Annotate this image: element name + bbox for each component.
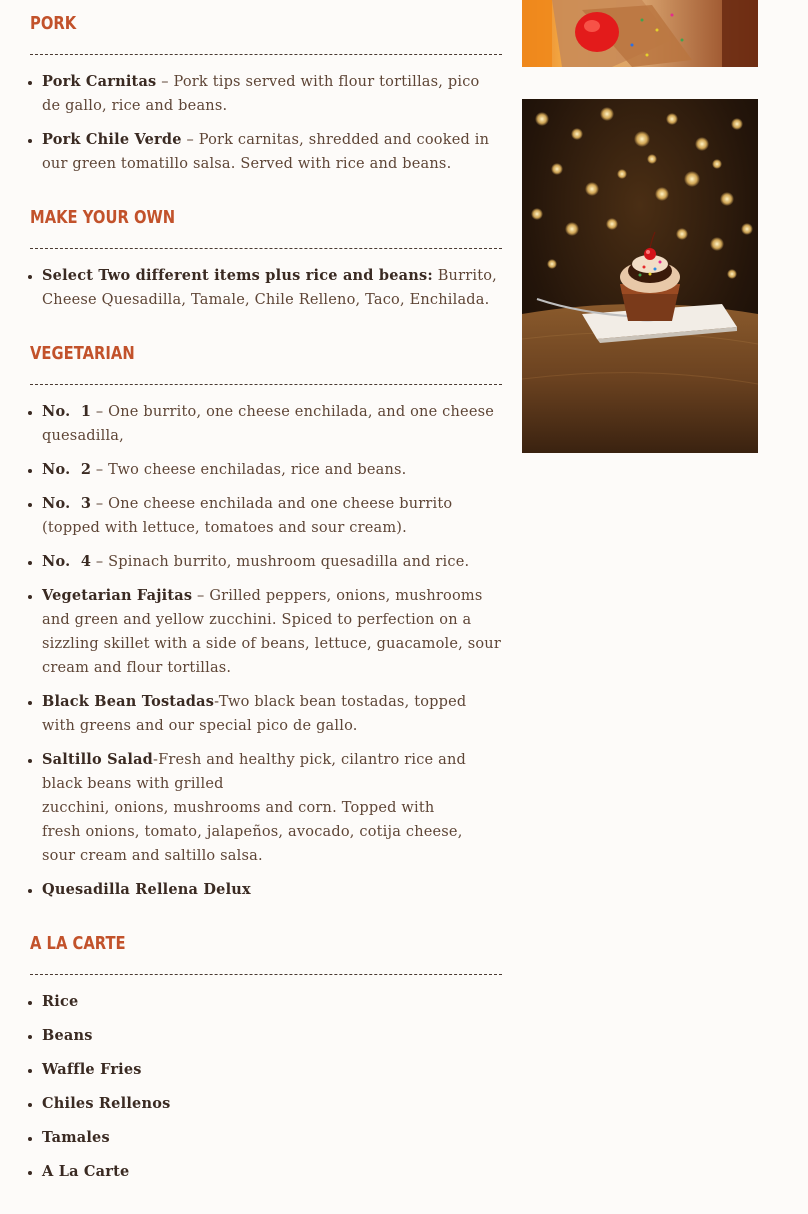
item-description: -Fresh and healthy pick, cilantro rice and black beans with grilled — [42, 752, 467, 792]
item-name: Saltillo Salad — [42, 751, 154, 768]
item-name: Chiles Rellenos — [42, 1095, 171, 1112]
section-divider — [30, 974, 502, 975]
list-item — [42, 458, 502, 482]
item-description: – Pork carnitas, shredded and cooked in our green tomatillo salsa. Served with rice and beans. — [42, 132, 490, 172]
item-name: No. 1 — [42, 403, 92, 420]
item-name: Beans — [42, 1027, 93, 1044]
list-item — [42, 128, 502, 176]
vegetarian-list — [30, 400, 502, 902]
section-make-your-own — [30, 207, 502, 322]
make-your-own-list — [30, 264, 502, 312]
dessert-photo-top-image — [522, 0, 758, 67]
item-description-continued: zucchini, onions, mushrooms and corn. Topped with fresh onions, tomato, jalapeños, avocado, cotija cheese, sour cream and saltillo salsa. — [42, 800, 463, 864]
list-item — [42, 492, 502, 540]
list-item — [42, 1092, 502, 1116]
item-name: Rice — [42, 993, 79, 1010]
section-heading-make-your-own: MAKE YOUR OWN — [30, 207, 176, 228]
item-name: Quesadilla Rellena Delux — [42, 881, 251, 898]
section-heading-vegetarian: VEGETARIAN — [30, 343, 135, 364]
item-description: – Grilled peppers, onions, mushrooms and green and yellow zucchini. Spiced to perfection on a sizzling skillet with a side of beans, lettuce, guacamole, sour cream and flour tortillas. — [42, 588, 501, 676]
section-heading-pork: PORK — [30, 13, 77, 34]
item-name: Pork Carnitas — [42, 73, 157, 90]
item-name: Black Bean Tostadas — [42, 693, 215, 710]
item-name: A La Carte — [42, 1163, 130, 1180]
list-item — [42, 1126, 502, 1150]
section-a-la-carte — [30, 933, 502, 1194]
item-name: Tamales — [42, 1129, 110, 1146]
list-item — [42, 1160, 502, 1184]
item-description: – Spinach burrito, mushroom quesadilla and rice. — [91, 554, 470, 570]
list-item — [42, 878, 502, 902]
item-name: Pork Chile Verde — [42, 131, 182, 148]
item-name: No. 3 — [42, 495, 92, 512]
item-name: Waffle Fries — [42, 1061, 142, 1078]
sundae-photo — [522, 99, 758, 453]
sundae-photo-image — [522, 99, 758, 453]
item-description: -Two black bean tostadas, topped with greens and our special pico de gallo. — [42, 694, 467, 734]
list-item — [42, 400, 502, 448]
list-item — [42, 690, 502, 738]
pork-list — [30, 70, 502, 176]
item-description: – One burrito, one cheese enchilada, and one cheese quesadilla, — [42, 404, 495, 444]
section-heading-a-la-carte: A LA CARTE — [30, 933, 126, 954]
section-pork — [30, 13, 502, 186]
item-description: – One cheese enchilada and one cheese burrito (topped with lettuce, tomatoes and sour cream). — [42, 496, 453, 536]
section-divider — [30, 384, 502, 385]
list-item — [42, 70, 502, 118]
a-la-carte-list — [30, 990, 502, 1184]
item-name: No. 4 — [42, 553, 92, 570]
item-description: Burrito, Cheese Quesadilla, Tamale, Chile Relleno, Taco, Enchilada. — [42, 268, 497, 308]
dessert-photo-top — [522, 0, 758, 67]
item-name: Select Two different items plus rice and beans: — [42, 267, 433, 284]
item-name: No. 2 — [42, 461, 92, 478]
item-description: – Two cheese enchiladas, rice and beans. — [91, 462, 407, 478]
section-vegetarian — [30, 343, 502, 912]
list-item — [42, 550, 502, 574]
section-divider — [30, 54, 502, 55]
list-item — [42, 748, 502, 868]
list-item — [42, 584, 502, 680]
item-description: – Pork tips served with flour tortillas, pico de gallo, rice and beans. — [42, 74, 480, 114]
item-name: Vegetarian Fajitas — [42, 587, 193, 604]
section-divider — [30, 248, 502, 249]
list-item — [42, 990, 502, 1014]
list-item — [42, 1024, 502, 1048]
list-item — [42, 264, 502, 312]
list-item — [42, 1058, 502, 1082]
